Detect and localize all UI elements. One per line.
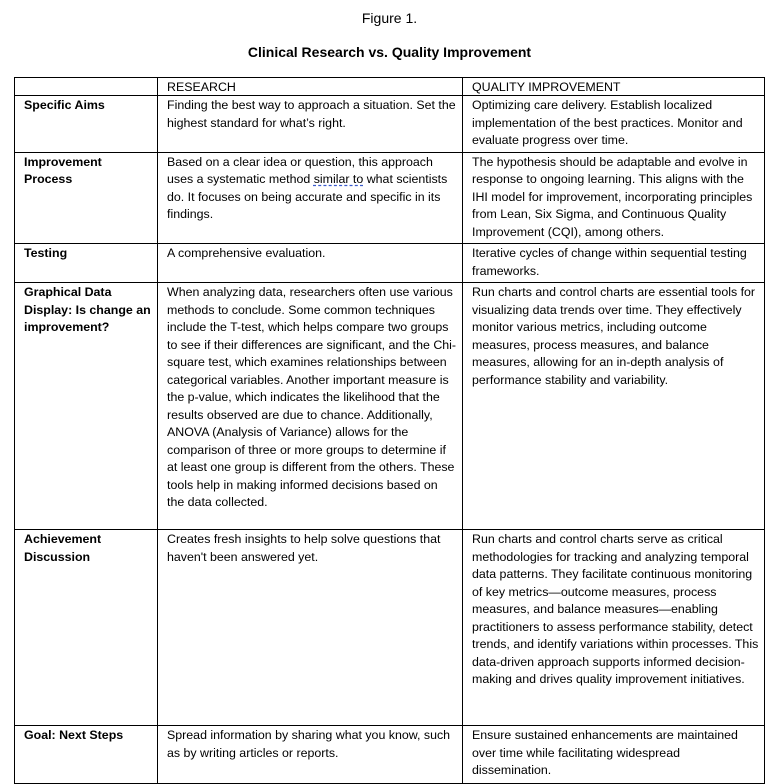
table-row [15, 530, 765, 726]
header-quality-improvement: QUALITY IMPROVEMENT [463, 78, 765, 96]
row-label-improvement-process: Improvement Process [15, 152, 158, 244]
qi-cell: The hypothesis should be adaptable and evolve in response to ongoing learning. This aligns with the IHI model for improvement, incorporating principles from Lean, Six Sigma, and Continuous Quality Improvement (CQI), among others. [463, 152, 765, 244]
figure-label: Figure 1. [361, 10, 418, 26]
row-label-graphical-data-display: Graphical Data Display: Is change an improvement? [15, 283, 158, 530]
qi-cell: Run charts and control charts serve as critical methodologies for tracking and analyzing temporal data patterns. They facilitate continuous monitoring of key metrics—outcome measures, process measures, and balance measures—enabling practitioners to assess performance stability, detect trends, and identify variations within processes. This data-driven approach supports informed decision-making and drives quality improvement initiatives. [463, 530, 765, 726]
table-row [15, 152, 765, 244]
header-empty-cell [15, 78, 158, 96]
comparison-table [14, 77, 765, 784]
flagged-phrase[interactable]: similar to [313, 172, 364, 186]
qi-cell: Ensure sustained enhancements are maintained over time while facilitating widespread dissemination. [463, 726, 765, 784]
research-cell [158, 152, 463, 244]
research-cell: When analyzing data, researchers often use various methods to conclude. Some common techniques include the T-test, which helps compare two groups to see if their differences are significant, and the Chi-square test, which examines relationships between categorical variables. Another important measure is the p-value, which indicates the likelihood that the results observed are due to chance. Additionally, ANOVA (Analysis of Variance) allows for the comparison of three or more groups to determine if at least one group is different from the others. These tools help in making informed decisions based on the data collected. [158, 283, 463, 530]
table-row [15, 726, 765, 784]
table-header-row [15, 78, 765, 96]
qi-cell: Iterative cycles of change within sequential testing frameworks. [463, 244, 765, 283]
header-research: RESEARCH [158, 78, 463, 96]
research-cell: Spread information by sharing what you know, such as by writing articles or reports. [158, 726, 463, 784]
qi-cell: Run charts and control charts are essential tools for visualizing data trends over time. They effectively monitor various metrics, including outcome measures, process measures, and balance measures, allowing for an in-depth analysis of performance stability and variability. [463, 283, 765, 530]
research-text-part: Based on a clear idea or question, this approach uses a systematic method [167, 154, 433, 186]
research-cell: Creates fresh insights to help solve questions that haven't been answered yet. [158, 530, 463, 726]
table-row [15, 96, 765, 153]
row-label-achievement-discussion: Achievement Discussion [15, 530, 158, 726]
research-cell: Finding the best way to approach a situation. Set the highest standard for what’s right. [158, 96, 463, 153]
table-row [15, 283, 765, 530]
table-row [15, 244, 765, 283]
row-label-goal-next-steps: Goal: Next Steps [15, 726, 158, 784]
research-text-part: what scientists do. It focuses on being accurate and specific in its findings. [167, 172, 448, 221]
document-title: Clinical Research vs. Quality Improvement [247, 44, 532, 60]
row-label-specific-aims: Specific Aims [15, 96, 158, 153]
row-label-testing: Testing [15, 244, 158, 283]
qi-cell: Optimizing care delivery. Establish localized implementation of the best practices. Monitor and evaluate progress over time. [463, 96, 765, 153]
research-cell: A comprehensive evaluation. [158, 244, 463, 283]
